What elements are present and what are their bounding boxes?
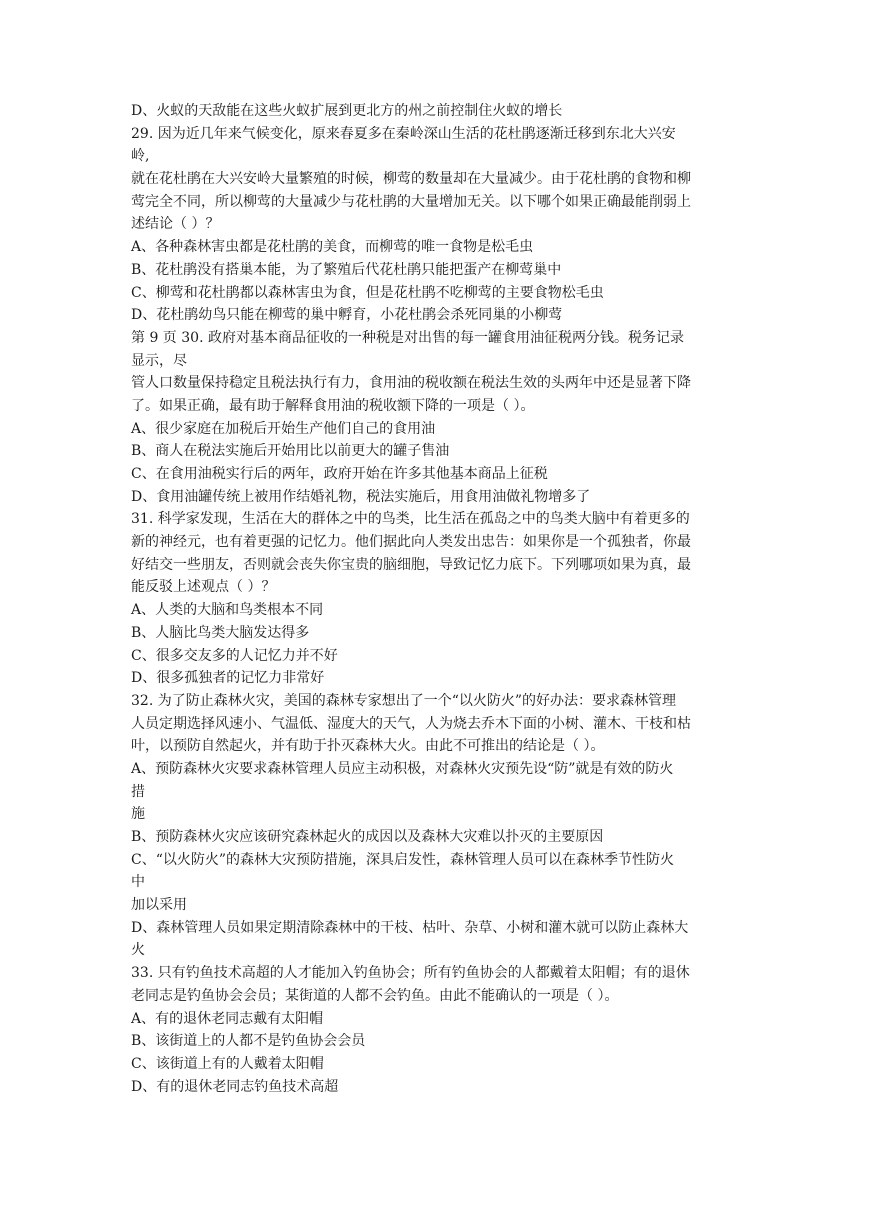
question-33-line: 33. 只有钓鱼技术高超的人才能加入钓鱼协会；所有钓鱼协会的人都戴着太阳帽；有的退休 <box>131 965 690 982</box>
option-d: D、森林管理人员如果定期清除森林中的干枝、枯叶、杂草、小树和灌木就可以防止森林大 <box>131 919 689 936</box>
option-c: C、在食用油税实行后的两年，政府开始在许多其他基本商品上征税 <box>131 466 548 482</box>
text-line: D、火蚁的天敌能在这些火蚁扩展到更北方的州之前控制住火蚁的增长 <box>131 103 563 119</box>
text-line: 莺完全不同，所以柳莺的大量减少与花杜鹃的大量增加无关。以下哪个如果正确最能削弱上 <box>131 193 691 210</box>
option-d: D、有的退休老同志钓鱼技术高超 <box>131 1078 339 1095</box>
text-line: 能反驳上述观点（ ）？ <box>131 579 276 596</box>
text-line: 了。如果正确，最有助于解释食用油的税收额下降的一项是（ ）。 <box>131 397 535 414</box>
option-d: D、很多孤独者的记忆力非常好 <box>131 670 325 687</box>
option-a: A、预防森林火灾要求森林管理人员应主动积极，对森林火灾预先设“防”就是有效的防火 <box>131 760 674 777</box>
text-line: 施 <box>131 806 145 823</box>
question-30-line: 第 9 页 30. 政府对基本商品征收的一种税是对出售的每一罐食用油征税两分钱。税务记录 <box>131 329 684 346</box>
option-b: B、该街道上的人都不是钓鱼协会会员 <box>131 1033 366 1050</box>
option-a: A、很少家庭在加税后开始生产他们自己的食用油 <box>131 420 436 437</box>
question-29-line: 29. 因为近几年来气候变化，原来春夏多在秦岭深山生活的花杜鹃逐渐迁移到东北大兴安 <box>131 125 676 142</box>
question-32-line: 32. 为了防止森林火灾，美国的森林专家想出了一个“以火防火”的好办法：要求森林管理 <box>131 692 677 709</box>
option-c: C、很多交友多的人记忆力并不好 <box>131 647 338 664</box>
text-line: 好结交一些朋友，否则就会丧失你宝贵的脑细胞，导致记忆力底下。下列哪项如果为真，最 <box>131 556 691 573</box>
text-line: 中 <box>131 874 145 891</box>
text-line: 老同志是钓鱼协会会员；某街道的人都不会钓鱼。由此不能确认的一项是（ ）。 <box>131 987 619 1004</box>
text-line: 火 <box>131 942 145 959</box>
text-line: 管人口数量保持稳定且税法执行有力，食用油的税收额在税法生效的头两年中还是显著下降 <box>131 375 691 392</box>
text-line: 叶，以预防自然起火，并有助于扑灭森林大火。由此不可推出的结论是（ ）。 <box>131 738 605 755</box>
option-c: C、“以火防火”的森林大灾预防措施，深具启发性，森林管理人员可以在森林季节性防火 <box>131 851 675 868</box>
text-line: 岭, <box>131 148 150 165</box>
option-b: B、商人在税法实施后开始用比以前更大的罐子售油 <box>131 443 450 460</box>
page-text <box>131 100 746 1098</box>
text-line: 显示，尽 <box>131 352 187 369</box>
text-line: 加以采用 <box>131 897 187 914</box>
option-d: D、食用油罐传统上被用作结婚礼物，税法实施后，用食用油做礼物增多了 <box>131 488 591 505</box>
text-line: 措 <box>131 783 145 800</box>
option-d: D、花杜鹃幼鸟只能在柳莺的巢中孵育，小花杜鹃会杀死同巢的小柳莺 <box>131 307 563 324</box>
question-31-line: 31. 科学家发现，生活在大的群体之中的鸟类，比生活在孤岛之中的鸟类大脑中有着更多的 <box>131 511 690 528</box>
text-line: 就在花杜鹃在大兴安岭大量繁殖的时候，柳莺的数量却在大量减少。由于花杜鹃的食物和柳 <box>131 171 691 188</box>
option-a: A、人类的大脑和鸟类根本不同 <box>131 602 324 619</box>
option-b: B、预防森林火灾应该研究森林起火的成因以及森林大灾难以扑灭的主要原因 <box>131 829 604 845</box>
text-line: 述结论（ ）？ <box>131 216 220 233</box>
text-line: 新的神经元，也有着更强的记忆力。他们据此向人类发出忠告：如果你是一个孤独者，你最 <box>131 534 691 551</box>
option-c: C、柳莺和花杜鹃都以森林害虫为食，但是花杜鹃不吃柳莺的主要食物松毛虫 <box>131 284 604 301</box>
text-line: 人员定期选择风速小、气温低、湿度大的天气，人为烧去乔木下面的小树、灌木、干枝和枯 <box>131 715 691 732</box>
option-a: A、有的退休老同志戴有太阳帽 <box>131 1010 324 1027</box>
option-c: C、该街道上有的人戴着太阳帽 <box>131 1055 324 1072</box>
option-b: B、花杜鹃没有搭巢本能，为了繁殖后代花杜鹃只能把蛋产在柳莺巢中 <box>131 261 562 278</box>
option-b: B、人脑比鸟类大脑发达得多 <box>131 624 310 641</box>
option-a: A、各种森林害虫都是花杜鹃的美食，而柳莺的唯一食物是松毛虫 <box>131 239 534 256</box>
